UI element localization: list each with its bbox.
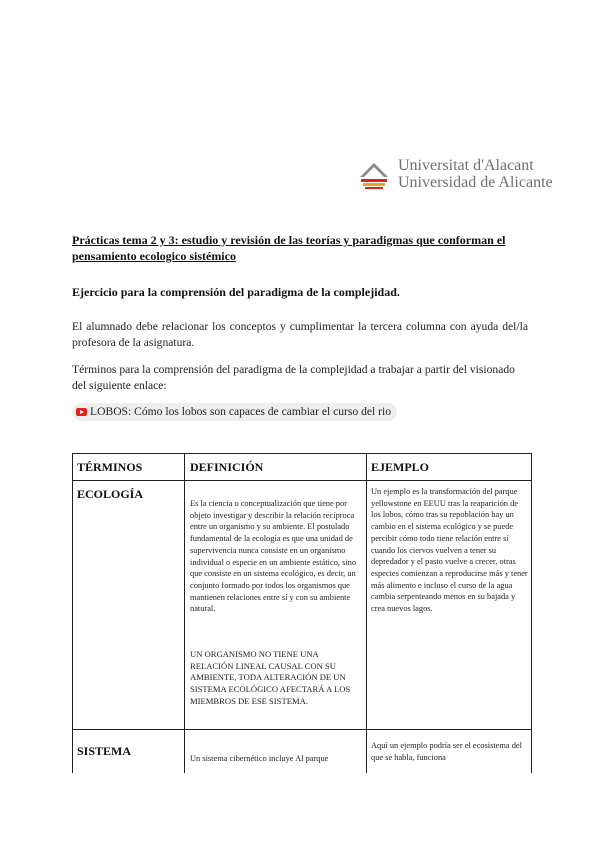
definition-ecologia-note: UN ORGANISMO NO TIENE UNA RELACIÓN LINEAL CAUSAL CON SU AMBIENTE, TODA ALTERACIÓN DE UN SISTEMA ECOLÓGICO AFECTARÁ A LOS MIEMBROS DE ESE SISTEMA.	[190, 649, 351, 706]
logo-line-1: Universitat d'Alacant	[398, 157, 534, 174]
table-border-left	[72, 453, 73, 773]
instructions-paragraph: El alumnado debe relacionar los conceptos y cumplimentar la tercera columna con ayuda del/la profesora de la asignatura.	[72, 320, 528, 349]
example-sistema: Aquí un ejemplo podría ser el ecosistema del que se habla, funciona	[371, 741, 522, 762]
video-link-label: LOBOS: Cómo los lobos son capaces de cambiar el curso del rio	[90, 405, 392, 418]
terms-paragraph: Términos para la comprensión del paradigma de la complejidad a trabajar a partir del visionado del siguiente enlace:	[72, 363, 515, 392]
table-border-right	[531, 453, 532, 773]
header-definicion: DEFINICIÓN	[190, 460, 264, 474]
table-column-divider-2	[366, 453, 367, 773]
table-header-divider	[72, 480, 532, 481]
video-link-chip[interactable]	[72, 403, 397, 421]
term-ecologia: ECOLOGÍA	[77, 487, 144, 501]
university-logo	[358, 157, 558, 197]
example-ecologia: Un ejemplo es la transformación del parque yellowstone en EEUU tras la reaparición de los lobos, cómo tras su repoblación hay un cambio en el sistema ecológico y se puede percibir cómo todo tiene relación entre sí cuando los ciervos vuelven a tener su depredador y el pasto vuelve a crecer, otras especies comienzan a reproducirse más y tener más alimento e incluso el curso de la agua cambia serpenteando menos en su bajada y crea nuevos lagos.	[371, 487, 528, 614]
logo-text	[398, 157, 553, 191]
header-ejemplo: EJEMPLO	[371, 460, 430, 474]
term-sistema: SISTEMA	[77, 744, 132, 758]
table-column-divider-1	[184, 453, 185, 773]
logo-line-2: Universidad de Alicante	[398, 174, 553, 191]
definition-sistema: Un sistema cibernético incluye Al parque	[190, 754, 329, 763]
youtube-icon	[76, 408, 87, 416]
table-row-divider	[72, 729, 532, 730]
document-title: Prácticas tema 2 y 3: estudio y revisión de las teorías y paradigmas que conforman el pensamiento ecologico sistémico	[72, 233, 506, 263]
exercise-heading: Ejercicio para la comprensión del paradigma de la complejidad.	[72, 285, 400, 299]
concepts-table	[72, 453, 532, 773]
university-emblem-icon	[358, 162, 390, 190]
header-terminos: TÉRMINOS	[77, 460, 143, 474]
table-border-top	[72, 453, 532, 454]
definition-ecologia: Es la ciencia o conceptualización que tiene por objeto investigar y describir la relación recíproca entre un organismo y su ambiente. El postulado fundamental de la ecología es que una unidad de supervivencia nunca consiste en un organismo individual o especie en un ambiente estático, sino que consiste en un sistema ecológico, es decir, un conjunto formado por todos los organismos que mantienen relaciones entre sí y con su ambiente natural.	[190, 499, 357, 614]
